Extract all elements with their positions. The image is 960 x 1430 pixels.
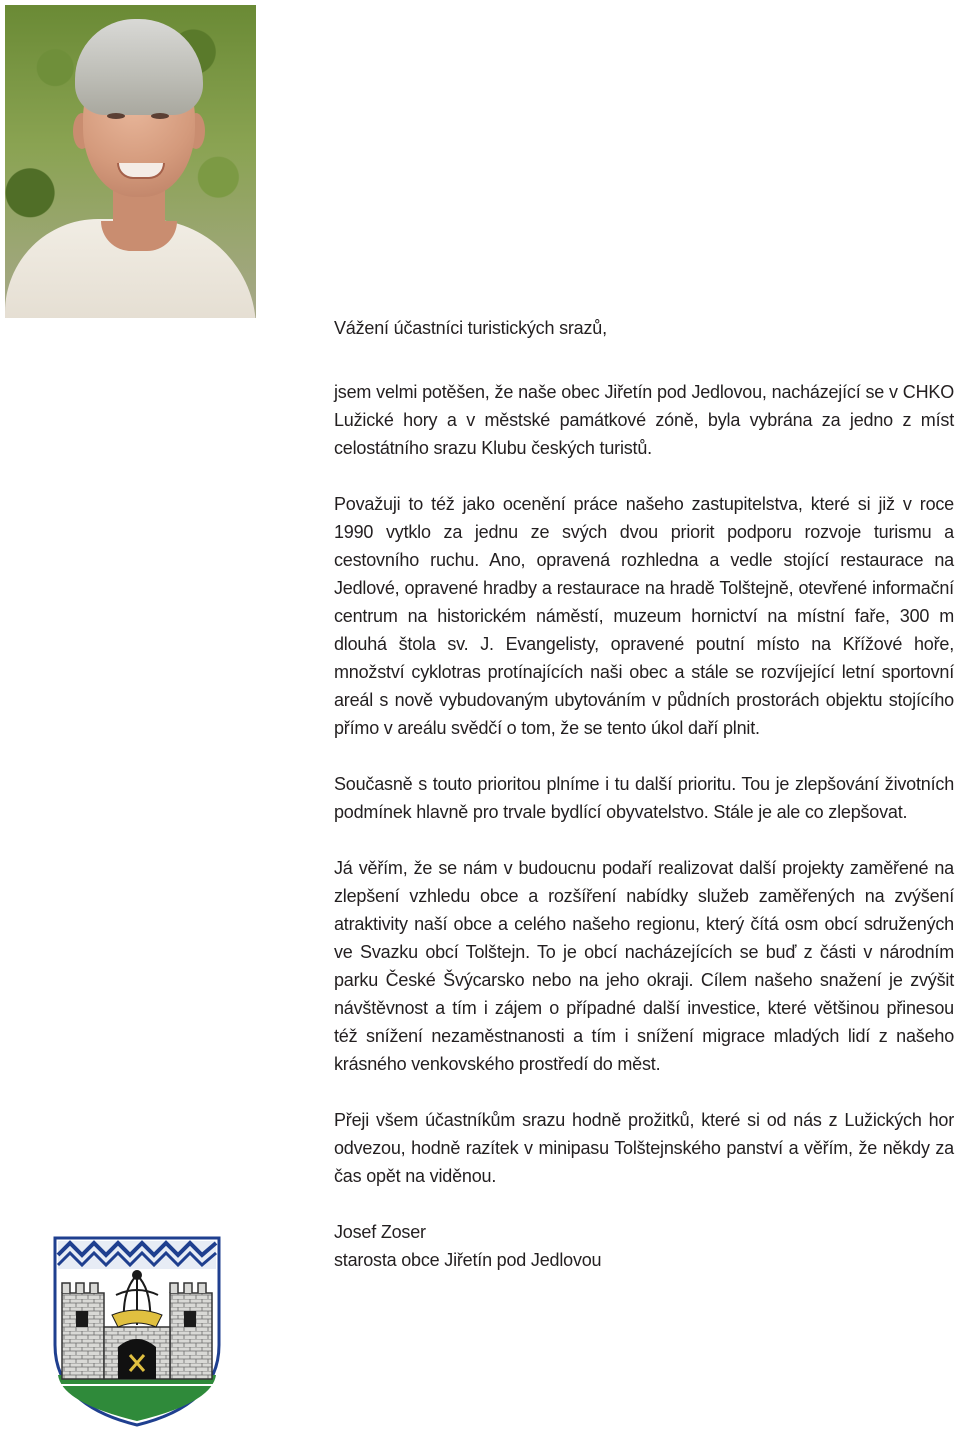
portrait-photo xyxy=(5,5,256,318)
letter-paragraph-4: Já věřím, že se nám v budoucnu podaří realizovat další projekty zaměřené na zlepšení vzhledu obce a rozšíření nabídky služeb zaměřených na zvýšení atraktivity naší obce a celého našeho regionu, který čítá osm obcí sdružených ve Svazku obcí Tolštejn. To je obcí nacházejících se buď z části v národním parku České Švýcarsko nebo na jeho okraji. Cílem našeho snažení je zvýšit návštěvnost a tím i zájem o případné další investice, které většinou přinesou též snížení nezaměstnanosti a tím i snížení migrace mladých lidí z našeho krásného venkovského prostředí do měst. xyxy=(334,858,954,1074)
letter-paragraph-1: jsem velmi potěšen, že naše obec Jiřetín pod Jedlovou, nacházející se v CHKO Lužické hory a v městské památkové zóně, byla vybrána za jedno z míst celostátního srazu Klubu českých turistů. xyxy=(334,382,954,458)
signature-title: starosta obce Jiřetín pod Jedlovou xyxy=(334,1250,602,1270)
portrait-eye-left xyxy=(107,113,125,119)
portrait-eye-right xyxy=(151,113,169,119)
letter-signature xyxy=(334,1218,954,1274)
letter-paragraph-5: Přeji všem účastníkům srazu hodně prožitků, které si od nás z Lužických hor odvezou, hodně razítek v minipasu Tolštejnského panství a věřím, že někdy za čas opět na viděnou. xyxy=(334,1110,954,1186)
coat-of-arms-icon xyxy=(52,1235,222,1427)
letter-paragraph-3: Současně s touto prioritou plníme i tu další prioritu. Tou je zlepšování životních podmínek hlavně pro trvale bydlící obyvatelstvo. Stále je ale co zlepšovat. xyxy=(334,774,954,822)
portrait-hair xyxy=(75,19,203,115)
signature-name: Josef Zoser xyxy=(334,1222,426,1242)
letter-paragraph-2: Považuji to též jako ocenění práce našeho zastupitelstva, které si již v roce 1990 vytklo za jednu ze svých dvou priorit podporu rozvoje turismu a cestovního ruchu. Ano, opravená rozhledna a vedle stojící restaurace na Jedlové, opravené hradby a restaurace na hradě Tolštejně, otevřené informační centrum na historickém náměstí, muzeum hornictví na místní faře, 300 m dlouhá štola sv. J. Evangelisty, opravené poutní místo na Křížové hoře, množství cyklotras protínajících naši obec a stále se rozvíjející letní sportovní areál s nově vybudovaným ubytováním v půdních prostorách objektu stojícího přímo v areálu svědčí o tom, že se tento úkol daří plnit. xyxy=(334,494,954,738)
letter-body xyxy=(334,314,954,1274)
letter-salutation: Vážení účastníci turistických srazů, xyxy=(334,318,607,338)
